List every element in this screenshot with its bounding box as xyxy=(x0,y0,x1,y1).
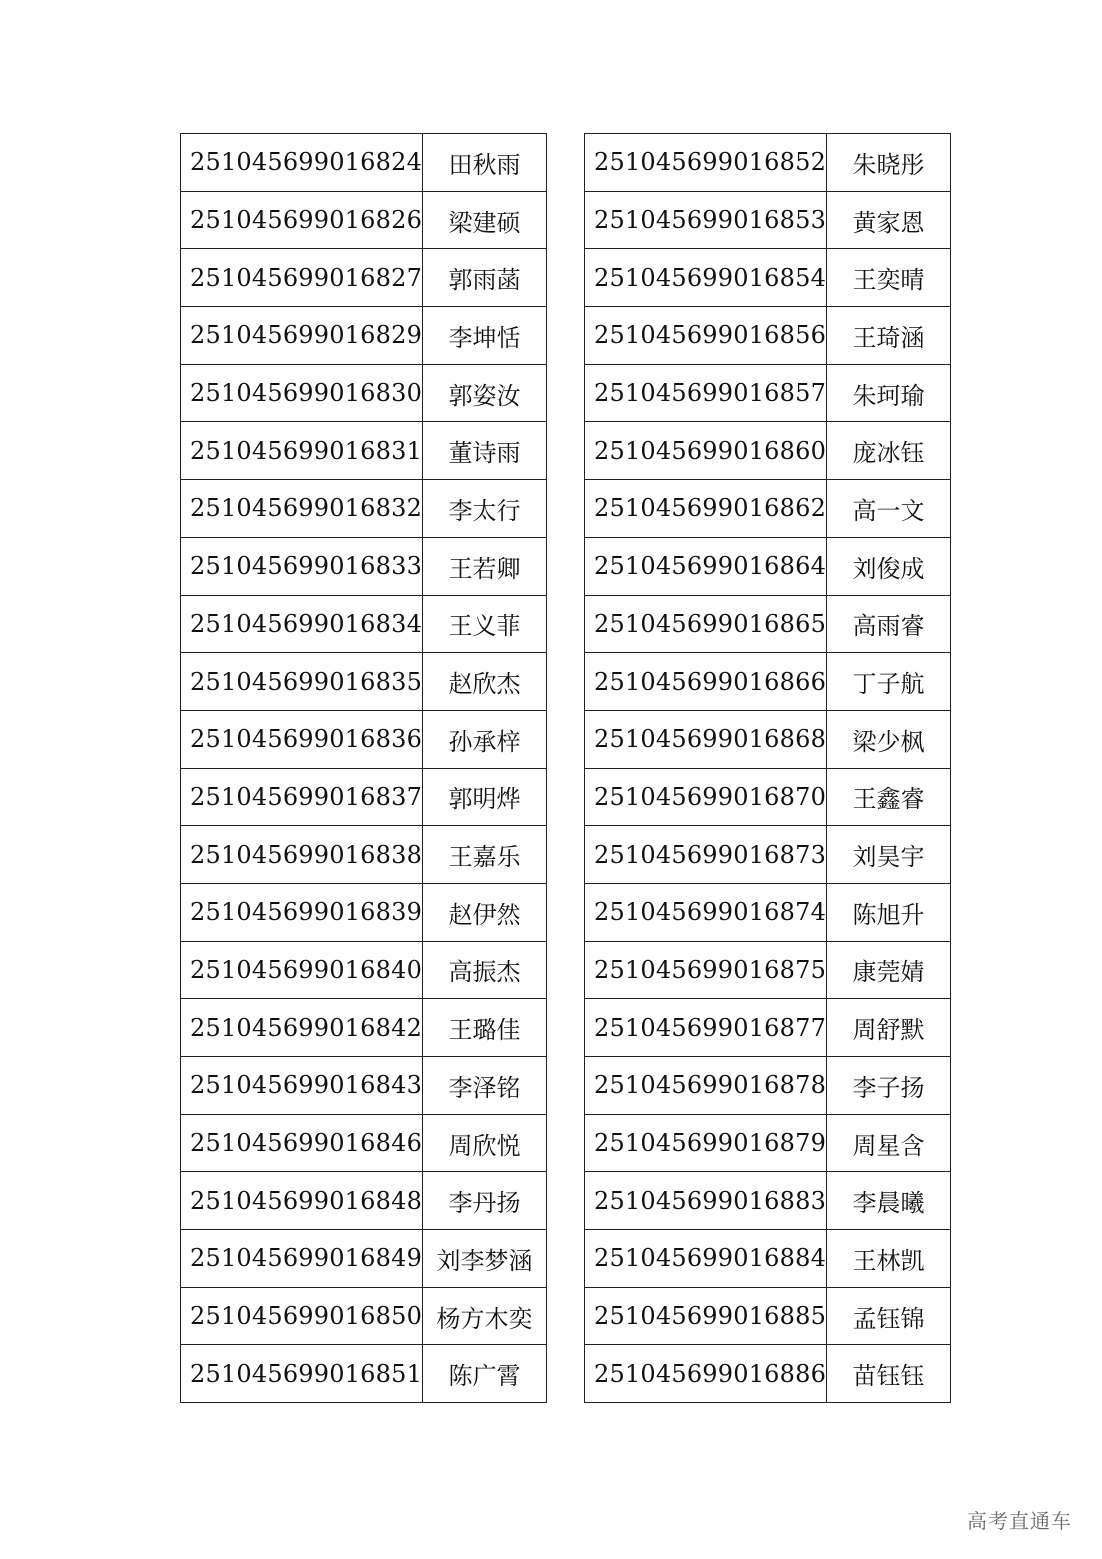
candidate-name-cell: 周舒默 xyxy=(827,999,951,1057)
candidate-name-cell: 陈旭升 xyxy=(827,883,951,941)
candidate-id-cell: 251045699016884 xyxy=(585,1230,827,1288)
candidate-name-cell: 孙承梓 xyxy=(423,710,547,768)
candidate-name-cell: 董诗雨 xyxy=(423,422,547,480)
table-row xyxy=(585,191,951,249)
table-row xyxy=(181,1230,547,1288)
candidate-id-cell: 251045699016835 xyxy=(181,653,423,711)
table-row xyxy=(181,480,547,538)
candidate-id-cell: 251045699016830 xyxy=(181,364,423,422)
table-row xyxy=(585,1230,951,1288)
candidate-id-cell: 251045699016866 xyxy=(585,653,827,711)
table-row xyxy=(585,710,951,768)
table-row xyxy=(585,422,951,480)
table-row xyxy=(585,134,951,192)
candidate-id-cell: 251045699016874 xyxy=(585,883,827,941)
candidate-id-cell: 251045699016824 xyxy=(181,134,423,192)
candidate-id-cell: 251045699016834 xyxy=(181,595,423,653)
candidate-name-cell: 王琦涵 xyxy=(827,307,951,365)
table-row xyxy=(181,941,547,999)
candidate-name-cell: 梁少枫 xyxy=(827,710,951,768)
candidate-name-cell: 刘俊成 xyxy=(827,537,951,595)
table-row xyxy=(585,1114,951,1172)
candidate-name-cell: 王若卿 xyxy=(423,537,547,595)
table-row xyxy=(585,768,951,826)
candidate-name-cell: 周星含 xyxy=(827,1114,951,1172)
candidate-name-cell: 孟钰锦 xyxy=(827,1287,951,1345)
roster-table-right-body xyxy=(585,134,951,1403)
candidate-name-cell: 李泽铭 xyxy=(423,1057,547,1115)
watermark-text: 高考直通车 xyxy=(967,1509,1072,1533)
table-row xyxy=(585,537,951,595)
candidate-name-cell: 黄家恩 xyxy=(827,191,951,249)
candidate-id-cell: 251045699016873 xyxy=(585,826,827,884)
table-row xyxy=(585,826,951,884)
candidate-id-cell: 251045699016879 xyxy=(585,1114,827,1172)
candidate-name-cell: 朱晓彤 xyxy=(827,134,951,192)
candidate-id-cell: 251045699016851 xyxy=(181,1345,423,1403)
table-row xyxy=(181,826,547,884)
table-row xyxy=(181,364,547,422)
candidate-id-cell: 251045699016826 xyxy=(181,191,423,249)
candidate-name-cell: 苗钰钰 xyxy=(827,1345,951,1403)
table-row xyxy=(181,710,547,768)
table-row xyxy=(585,999,951,1057)
table-row xyxy=(181,1057,547,1115)
candidate-name-cell: 梁建硕 xyxy=(423,191,547,249)
candidate-name-cell: 丁子航 xyxy=(827,653,951,711)
roster-table-left xyxy=(180,133,547,1403)
table-row xyxy=(181,1345,547,1403)
candidate-id-cell: 251045699016886 xyxy=(585,1345,827,1403)
table-row xyxy=(585,1287,951,1345)
table-row xyxy=(181,1287,547,1345)
candidate-name-cell: 李晨曦 xyxy=(827,1172,951,1230)
roster-table-left-body xyxy=(181,134,547,1403)
table-row xyxy=(585,480,951,538)
candidate-id-cell: 251045699016827 xyxy=(181,249,423,307)
table-row xyxy=(181,653,547,711)
candidate-id-cell: 251045699016860 xyxy=(585,422,827,480)
candidate-id-cell: 251045699016850 xyxy=(181,1287,423,1345)
candidate-id-cell: 251045699016885 xyxy=(585,1287,827,1345)
candidate-id-cell: 251045699016857 xyxy=(585,364,827,422)
table-row xyxy=(181,249,547,307)
candidate-id-cell: 251045699016832 xyxy=(181,480,423,538)
table-row xyxy=(181,883,547,941)
table-row xyxy=(585,1172,951,1230)
candidate-id-cell: 251045699016856 xyxy=(585,307,827,365)
table-row xyxy=(585,1057,951,1115)
candidate-name-cell: 赵伊然 xyxy=(423,883,547,941)
table-row xyxy=(585,1345,951,1403)
candidate-id-cell: 251045699016843 xyxy=(181,1057,423,1115)
candidate-id-cell: 251045699016842 xyxy=(181,999,423,1057)
candidate-id-cell: 251045699016854 xyxy=(585,249,827,307)
candidate-id-cell: 251045699016870 xyxy=(585,768,827,826)
candidate-id-cell: 251045699016865 xyxy=(585,595,827,653)
candidate-id-cell: 251045699016831 xyxy=(181,422,423,480)
candidate-name-cell: 刘昊宇 xyxy=(827,826,951,884)
candidate-name-cell: 杨方木奕 xyxy=(423,1287,547,1345)
candidate-name-cell: 王鑫睿 xyxy=(827,768,951,826)
table-row xyxy=(181,134,547,192)
candidate-id-cell: 251045699016862 xyxy=(585,480,827,538)
table-row xyxy=(585,364,951,422)
candidate-name-cell: 王林凯 xyxy=(827,1230,951,1288)
candidate-name-cell: 高雨睿 xyxy=(827,595,951,653)
candidate-id-cell: 251045699016877 xyxy=(585,999,827,1057)
candidate-name-cell: 李坤恬 xyxy=(423,307,547,365)
candidate-name-cell: 高振杰 xyxy=(423,941,547,999)
candidate-id-cell: 251045699016837 xyxy=(181,768,423,826)
candidate-name-cell: 康莞婧 xyxy=(827,941,951,999)
candidate-name-cell: 李丹扬 xyxy=(423,1172,547,1230)
table-row xyxy=(585,941,951,999)
candidate-name-cell: 刘李梦涵 xyxy=(423,1230,547,1288)
candidate-name-cell: 郭雨菡 xyxy=(423,249,547,307)
candidate-id-cell: 251045699016846 xyxy=(181,1114,423,1172)
table-row xyxy=(585,307,951,365)
table-row xyxy=(181,1114,547,1172)
candidate-name-cell: 王璐佳 xyxy=(423,999,547,1057)
candidate-name-cell: 高一文 xyxy=(827,480,951,538)
table-row xyxy=(181,307,547,365)
candidate-name-cell: 郭明烨 xyxy=(423,768,547,826)
table-row xyxy=(181,191,547,249)
candidate-id-cell: 251045699016840 xyxy=(181,941,423,999)
candidate-name-cell: 王义菲 xyxy=(423,595,547,653)
candidate-name-cell: 朱珂瑜 xyxy=(827,364,951,422)
candidate-id-cell: 251045699016829 xyxy=(181,307,423,365)
table-row xyxy=(585,883,951,941)
candidate-id-cell: 251045699016875 xyxy=(585,941,827,999)
candidate-name-cell: 陈广霄 xyxy=(423,1345,547,1403)
candidate-id-cell: 251045699016853 xyxy=(585,191,827,249)
candidate-id-cell: 251045699016868 xyxy=(585,710,827,768)
candidate-name-cell: 周欣悦 xyxy=(423,1114,547,1172)
roster-table-right xyxy=(584,133,951,1403)
candidate-id-cell: 251045699016838 xyxy=(181,826,423,884)
candidate-name-cell: 庞冰钰 xyxy=(827,422,951,480)
candidate-id-cell: 251045699016849 xyxy=(181,1230,423,1288)
candidate-name-cell: 李太行 xyxy=(423,480,547,538)
candidate-id-cell: 251045699016848 xyxy=(181,1172,423,1230)
table-row xyxy=(181,768,547,826)
table-row xyxy=(585,249,951,307)
candidate-id-cell: 251045699016839 xyxy=(181,883,423,941)
table-row xyxy=(181,595,547,653)
candidate-id-cell: 251045699016836 xyxy=(181,710,423,768)
candidate-id-cell: 251045699016883 xyxy=(585,1172,827,1230)
candidate-id-cell: 251045699016878 xyxy=(585,1057,827,1115)
table-row xyxy=(181,1172,547,1230)
candidate-id-cell: 251045699016864 xyxy=(585,537,827,595)
candidate-id-cell: 251045699016852 xyxy=(585,134,827,192)
table-row xyxy=(585,595,951,653)
candidate-name-cell: 郭姿汝 xyxy=(423,364,547,422)
table-row xyxy=(181,422,547,480)
table-row xyxy=(585,653,951,711)
candidate-name-cell: 田秋雨 xyxy=(423,134,547,192)
table-row xyxy=(181,537,547,595)
candidate-name-cell: 李子扬 xyxy=(827,1057,951,1115)
candidate-id-cell: 251045699016833 xyxy=(181,537,423,595)
candidate-name-cell: 王奕晴 xyxy=(827,249,951,307)
candidate-name-cell: 赵欣杰 xyxy=(423,653,547,711)
candidate-name-cell: 王嘉乐 xyxy=(423,826,547,884)
table-row xyxy=(181,999,547,1057)
